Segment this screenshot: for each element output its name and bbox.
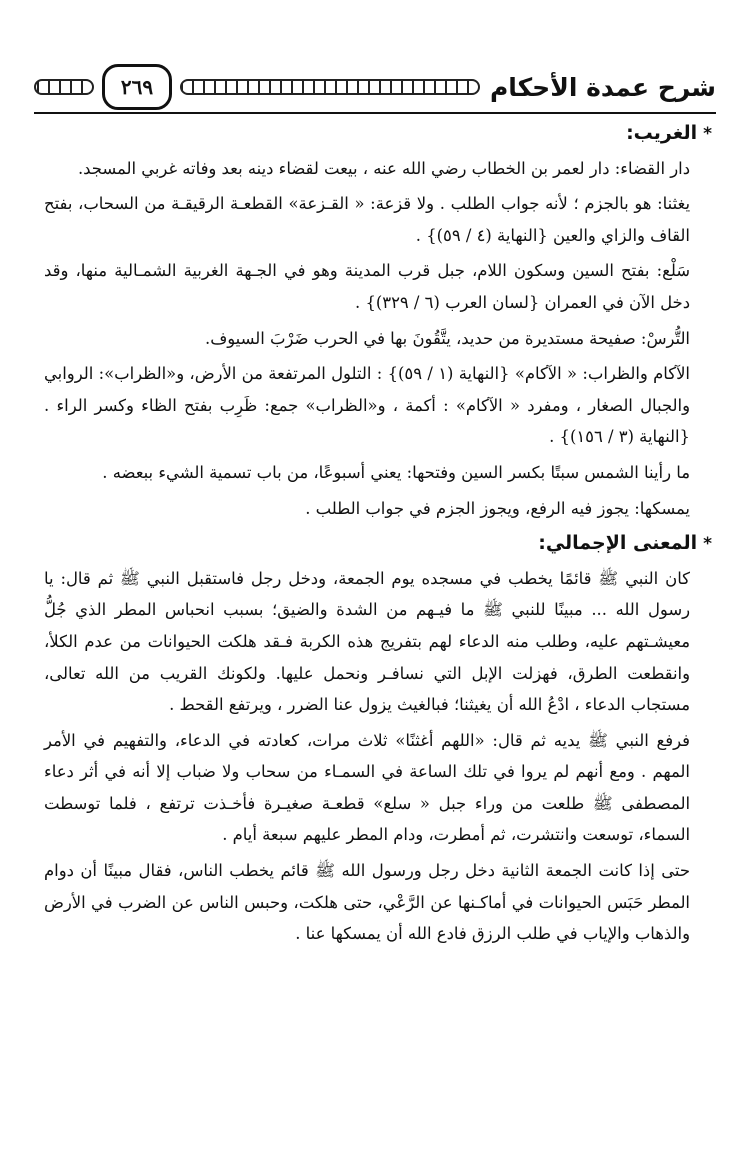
paragraph-sabt: ما رأينا الشمس سبتًا بكسر السين وفتحها: يعني أسبوعًا، من باب تسمية الشيء ببعضه . [102,462,690,482]
page-header [30,62,716,112]
star-icon: * [703,534,712,555]
paragraph-turs: التُّرسْ: صفيحة مستديرة من حديد، يتَّقُونَ بها في الحرب ضَرْبَ السيوف. [205,328,690,348]
paragraph-dar-alqada: دار القضاء: دار لعمر بن الخطاب رضي الله عنه ، بيعت لقضاء دينه بعد وفاته غربي المسجد. [77,158,690,178]
header-divider [34,112,716,114]
paragraph-summary-3: حتى إذا كانت الجمعة الثانية دخل رجل ورسول الله ﷺ قائم يخطب الناس، فقال مبينًا أن دوام المطر حَبَس الحيوانات في أماكـنها عن الرَّعْي، حتى هلكت، وحبس الناس عن الضرب في الأرض والذهاب والإياب في طلب الرزق فادع الله أن يمسكها عنا . [44,861,690,944]
section-heading-ijmali: *المعنى الإجمالي: [538,532,712,555]
paragraph-sal: سَلْع: بفتح السين وسكون اللام، جبل قرب المدينة وهو في الجـهة الغربية الشمـالية منها، وقد دخل الآن في العمران {لسان العرب (٦ / ٣٢٩)} . [44,261,690,312]
star-icon: * [703,124,712,144]
paragraph-akam: الآكام والظراب: « الآكام» {النهاية (١ / ٥٩)} : التلول المرتفعة من الأرض، و«الظراب»: الروابي والجبال الصغار ، ومفرد « الآكام» : أكمة ، و«الظراب» جمع: ظَرِب بفتح الظاء وكسر الراء . {النهاية (٣ / ١٥٦)} . [44,364,690,447]
paragraph-yumsikuha: يمسكها: يجوز فيه الرفع، ويجوز الجزم في جواب الطلب . [305,498,690,518]
page-body [44,118,712,954]
decorative-chain-ornament-short [34,79,94,95]
book-title: شرح عمدة الأحكام [489,72,716,102]
paragraph-summary-1: كان النبي ﷺ قائمًا يخطب في مسجده يوم الجمعة، ودخل رجل فاستقبل النبي ﷺ ثم قال: يا رسول الله ... مبينًا للنبي ﷺ ما فيـهم من الشدة والضيق؛ بسبب انحباس المطر الذي جُلُّ معيشـتهم عليه، وطلب منه الدعاء لهم بتفريج هذه الكربة فـقد هلكت الحيوانات من عدم الكلأ، وانقطعت الطرق، فهزلت الإبل التي نسافـر ونحمل عليها. ولكونك القريب من الله تعالى، مستجاب الدعاء ، ادْعُ الله أن يغيثنا؛ فبالغيث يزول عنا الضرر ، ويرتفع القحط . [44,568,690,715]
decorative-chain-ornament [180,79,480,95]
section-heading-gharib: *الغريب: [626,122,712,144]
paragraph-summary-2: فرفع النبي ﷺ يديه ثم قال: «اللهم أغثنًا» ثلاث مرات، كعادته في الدعاء، والتفهيم في الأمر المهم . ومع أنهم لم يروا في تلك الساعة في السمـاء من سحاب ولا ضباب إلا أنه في أثر دعاء المصطفى ﷺ طلعت من وراء جبل « سلع» قطعـة صغيـرة فأخـذت ترتفع ، فلما توسطت السماء، توسعت وانتشرت، ثم أمطرت، ودام المطر عليهم سبعة أيام . [44,730,690,845]
paragraph-yughithna: يغثنا: هو بالجزم ؛ لأنه جواب الطلب . ولا قزعة: « القـزعة» القطعـة الرقيقـة من السحاب، بفتح القاف والزاي والعين {النهاية (٤ / ٥٩)} . [44,194,690,245]
page-number: ٢٦٩ [102,64,172,110]
